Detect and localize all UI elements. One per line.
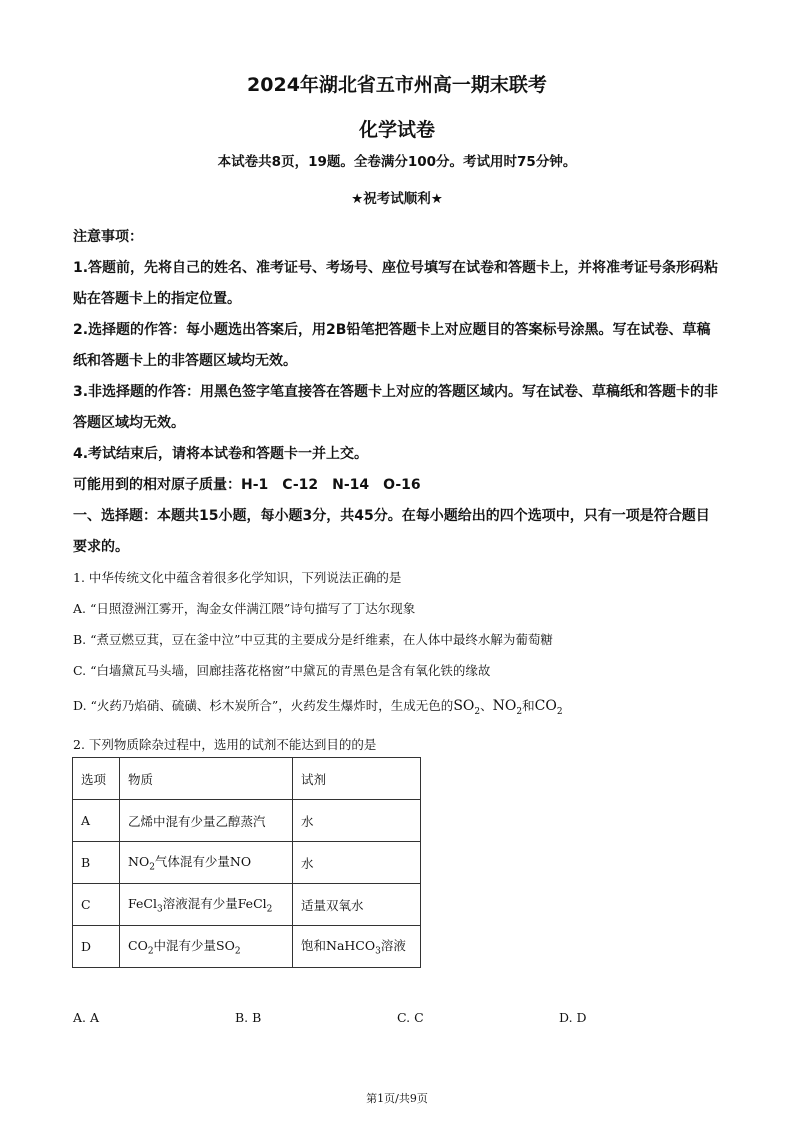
question-1-option-c: C. “白墙黛瓦马头墙，回廊挂落花格窗”中黛瓦的青黑色是含有氧化铁的缘故 bbox=[73, 663, 491, 678]
table-row bbox=[73, 842, 421, 884]
question-1-stem: 1. 中华传统文化中蕴含着很多化学知识，下列说法正确的是 bbox=[73, 570, 402, 585]
table-row bbox=[73, 800, 421, 842]
note-item-1: 1.答题前，先将自己的姓名、准考证号、考场号、座位号填写在试卷和答题卡上，并将准考证号条形码粘贴在答题卡上的指定位置。 bbox=[73, 260, 719, 307]
header-cell: 试剂 bbox=[293, 758, 421, 800]
table-cell: $NO_2$气体混有少量NO bbox=[120, 842, 293, 884]
table-cell: D bbox=[73, 926, 120, 968]
choice-c: C. C bbox=[397, 1010, 424, 1025]
header-cell: 物质 bbox=[120, 758, 293, 800]
exam-wish: ★祝考试顺利★ bbox=[351, 191, 443, 207]
formula-no2: $NO_2$ bbox=[492, 698, 523, 717]
question-2-stem: 2. 下列物质除杂过程中，选用的试剂不能达到目的的是 bbox=[73, 737, 377, 752]
table-cell: 饱和NaHCO$_3$溶液 bbox=[293, 926, 421, 968]
formula-co2: $CO_2$ bbox=[534, 698, 563, 717]
table-cell: $CO_2$中混有少量$SO_2$ bbox=[120, 926, 293, 968]
table-header-row bbox=[73, 758, 421, 800]
question-1-option-d: D. “火药乃焰硝、硫磺、杉木炭所合”，火药发生爆炸时，生成无色的$SO_2$、$NO_2$和$CO_2$ bbox=[73, 698, 563, 717]
choice-b: B. B bbox=[235, 1010, 262, 1025]
exam-info: 本试卷共8页，19题。全卷满分100分。考试用时75分钟。 bbox=[217, 154, 577, 170]
page-footer: 第1页/共9页 bbox=[366, 1092, 428, 1105]
note-item-3: 3.非选择题的作答：用黑色签字笔直接答在答题卡上对应的答题区域内。写在试卷、草稿纸和答题卡的非答题区域均无效。 bbox=[73, 384, 719, 431]
subject-title: 化学试卷 bbox=[358, 119, 435, 141]
table-cell: 乙烯中混有少量乙醇蒸汽 bbox=[120, 800, 293, 842]
notes-section bbox=[73, 222, 723, 563]
choice-a: A. A bbox=[73, 1010, 100, 1025]
header-cell: 选项 bbox=[73, 758, 120, 800]
exam-title: 2024年湖北省五市州高一期末联考 bbox=[247, 74, 547, 96]
table-cell: 水 bbox=[293, 800, 421, 842]
table-row bbox=[73, 926, 421, 968]
option-d-text: D. “火药乃焰硝、硫磺、杉木炭所合”，火药发生爆炸时，生成无色的 bbox=[73, 698, 454, 713]
choice-d: D. D bbox=[559, 1010, 587, 1025]
table-cell: B bbox=[73, 842, 120, 884]
atomic-mass-line: 可能用到的相对原子质量：H-1 C-12 N-14 O-16 bbox=[73, 477, 421, 493]
table-cell: FeCl$_3$溶液混有少量FeCl$_2$ bbox=[120, 884, 293, 926]
question-1-option-a: A. “日照澄洲江雾开，淘金女伴满江隈”诗句描写了丁达尔现象 bbox=[73, 601, 416, 616]
question-2-table bbox=[72, 757, 421, 968]
table-cell: A bbox=[73, 800, 120, 842]
table-row bbox=[73, 884, 421, 926]
table-cell: 水 bbox=[293, 842, 421, 884]
table-cell: 适量双氧水 bbox=[293, 884, 421, 926]
note-item-4: 4.考试结束后，请将本试卷和答题卡一并上交。 bbox=[73, 446, 369, 462]
section-heading: 一、选择题：本题共15小题，每小题3分，共45分。在每小题给出的四个选项中，只有一项是符合题目要求的。 bbox=[73, 508, 710, 555]
table-cell: C bbox=[73, 884, 120, 926]
formula-so2: $SO_2$ bbox=[453, 698, 481, 717]
notes-heading: 注意事项： bbox=[73, 229, 143, 245]
question-1-option-b: B. “煮豆燃豆萁，豆在釜中泣”中豆萁的主要成分是纤维素，在人体中最终水解为葡萄糖 bbox=[73, 632, 553, 647]
note-item-2: 2.选择题的作答：每小题选出答案后，用2B铅笔把答题卡上对应题目的答案标号涂黑。写在试卷、草稿纸和答题卡上的非答题区域均无效。 bbox=[73, 322, 711, 369]
